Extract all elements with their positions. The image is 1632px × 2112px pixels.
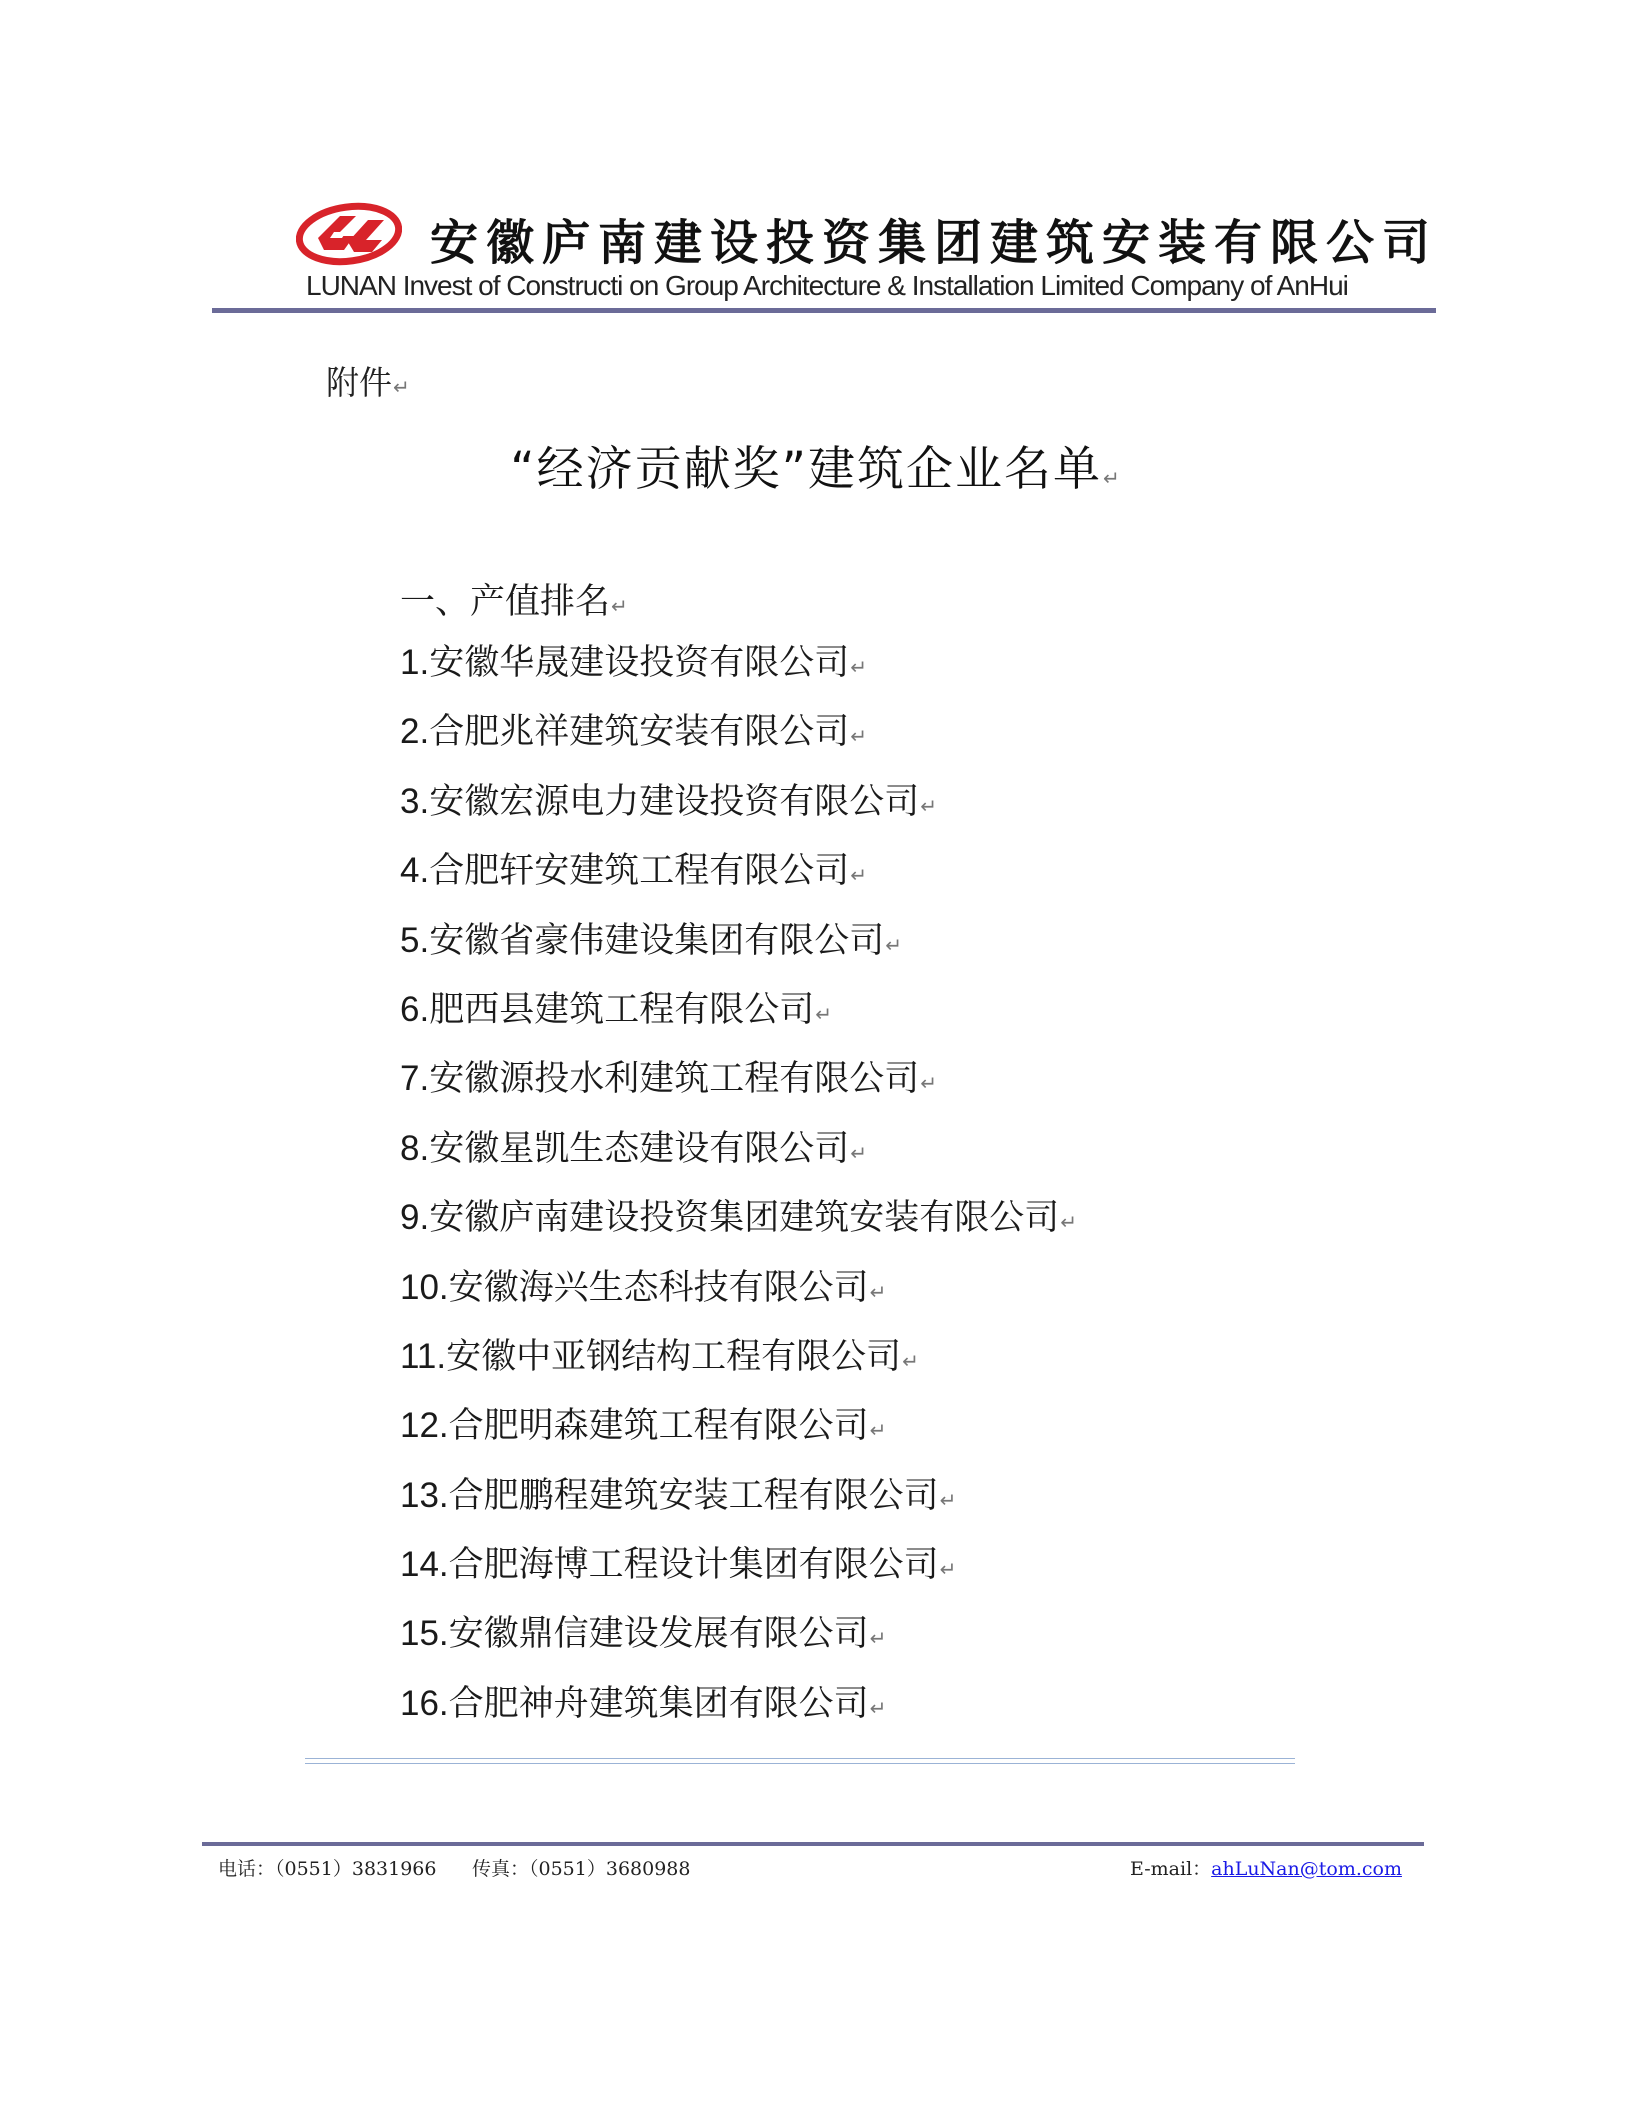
company-name-cn: 安徽庐南建设投资集团建筑安装有限公司 bbox=[430, 215, 1439, 271]
ranking-item: 7.安徽源投水利建筑工程有限公司↵ bbox=[400, 1059, 937, 1100]
footer-email bbox=[1130, 1854, 1402, 1881]
attachment-label: 附件↵ bbox=[326, 363, 410, 402]
ranking-item: 8.安徽星凯生态建设有限公司↵ bbox=[400, 1128, 867, 1169]
ranking-item: 6.肥西县建筑工程有限公司↵ bbox=[400, 989, 832, 1030]
ranking-item: 13.合肥鹏程建筑安装工程有限公司↵ bbox=[400, 1475, 957, 1516]
footer-divider bbox=[202, 1842, 1424, 1846]
footer-phone: 电话：（0551）3831966 bbox=[218, 1858, 437, 1880]
ranking-item: 9.安徽庐南建设投资集团建筑安装有限公司↵ bbox=[400, 1198, 1077, 1239]
ranking-item: 5.安徽省豪伟建设集团有限公司↵ bbox=[400, 920, 902, 961]
ranking-list bbox=[400, 640, 1077, 1750]
ranking-item: 4.合肥轩安建筑工程有限公司↵ bbox=[400, 851, 867, 892]
ranking-item: 14.合肥海博工程设计集团有限公司↵ bbox=[400, 1545, 957, 1586]
company-name-en: LUNAN Invest of Constructi on Group Architecture & Installation Limited Company of AnHui bbox=[306, 270, 1348, 301]
ranking-item: 11.安徽中亚钢结构工程有限公司↵ bbox=[400, 1336, 919, 1377]
footer-fax: 传真：（0551）3680988 bbox=[472, 1858, 691, 1880]
header-divider bbox=[212, 308, 1436, 313]
content-divider bbox=[305, 1758, 1295, 1764]
email-label: E-mail： bbox=[1130, 1858, 1212, 1880]
section-heading: 一、产值排名↵ bbox=[400, 582, 628, 622]
ranking-item: 16.合肥神舟建筑集团有限公司↵ bbox=[400, 1683, 887, 1724]
letterhead bbox=[212, 192, 1439, 312]
ranking-item: 1.安徽华晟建设投资有限公司↵ bbox=[400, 643, 867, 683]
email-link[interactable]: ahLuNan@tom.com bbox=[1211, 1858, 1402, 1880]
ranking-item: 10.安徽海兴生态科技有限公司↵ bbox=[400, 1267, 887, 1308]
company-logo-icon bbox=[296, 202, 402, 266]
ranking-item: 2.合肥兆祥建筑安装有限公司↵ bbox=[400, 712, 867, 753]
ranking-item: 12.合肥明森建筑工程有限公司↵ bbox=[400, 1406, 887, 1447]
ranking-item: 3.安徽宏源电力建设投资有限公司↵ bbox=[400, 781, 937, 822]
ranking-item: 15.安徽鼎信建设发展有限公司↵ bbox=[400, 1614, 887, 1655]
document-title: “经济贡献奖”建筑企业名单↵ bbox=[510, 442, 1122, 497]
